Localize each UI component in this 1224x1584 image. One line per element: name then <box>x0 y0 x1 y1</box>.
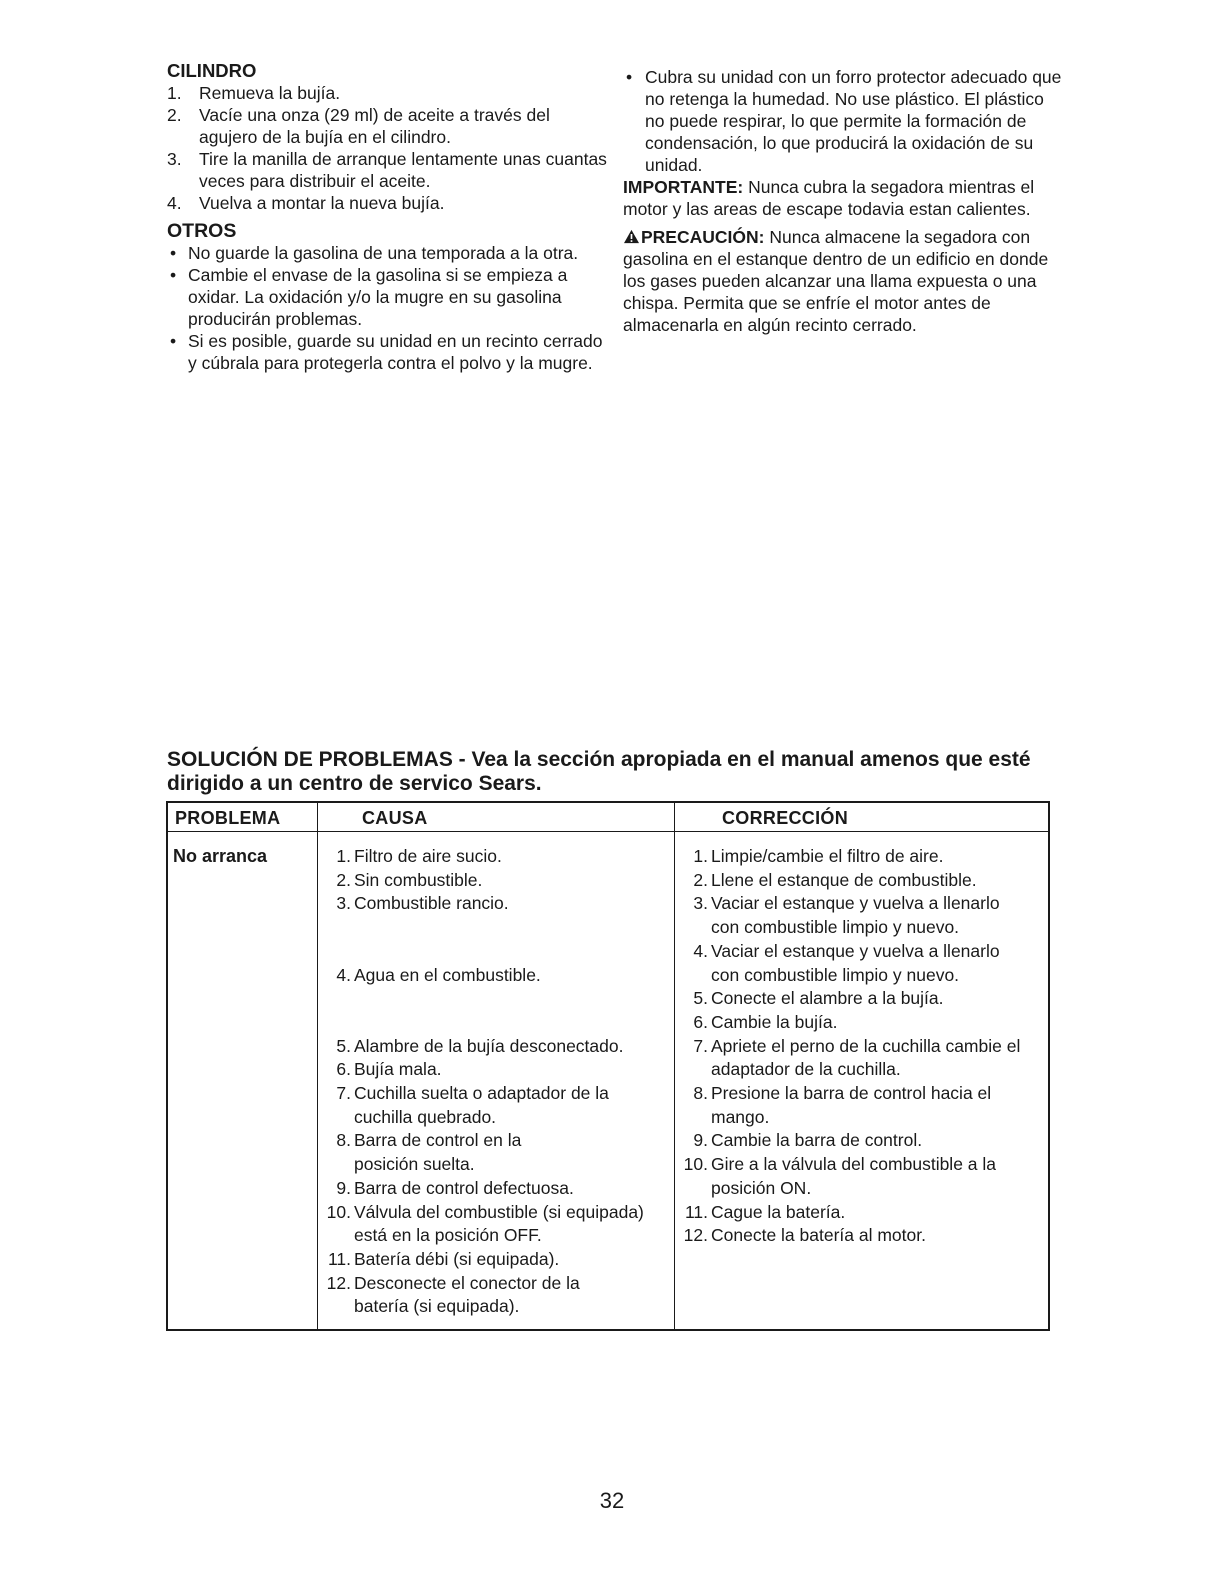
warning-triangle-icon <box>623 229 640 244</box>
step-number: 4. <box>167 193 182 213</box>
table-row <box>321 1201 679 1248</box>
row-number: 4. <box>336 964 351 985</box>
bullet-text: Si es posible, guarde su unidad en un recinto cerrado y cúbrala para protegerla contra el polvo y la mugre. <box>188 331 603 373</box>
table-row <box>678 892 1021 939</box>
problem-cell: No arranca <box>173 846 268 866</box>
table-row <box>678 1082 1001 1129</box>
row-number: 9. <box>336 1177 351 1198</box>
table-row <box>678 1129 1048 1153</box>
cause-text: Sin combustible. <box>354 869 483 890</box>
precaucion-note <box>623 226 1063 336</box>
row-number: 2. <box>336 869 351 890</box>
bullet-dot: • <box>170 243 177 263</box>
table-row <box>321 1272 624 1319</box>
correction-text: Gire a la válvula del combustible a la posición ON. <box>711 1154 997 1198</box>
table-row <box>321 869 673 893</box>
column-divider <box>674 803 675 1329</box>
list-item <box>167 192 607 214</box>
row-number: 6. <box>336 1059 351 1080</box>
row-number: 12. <box>683 1225 708 1246</box>
row-number: 1. <box>336 846 351 866</box>
cause-text: Bujía mala. <box>354 1059 442 1080</box>
bullet-dot: • <box>626 67 633 87</box>
table-row <box>321 964 673 1035</box>
table-row <box>321 1177 673 1201</box>
row-number: 7. <box>336 1083 351 1103</box>
cause-text: Filtro de aire sucio. <box>354 846 502 866</box>
troubleshooting-table <box>166 801 1050 1331</box>
table-row <box>678 845 1048 869</box>
correction-text: Llene el estanque de combustible. <box>711 869 977 890</box>
step-text: Vacíe una onza (29 ml) de aceite a través del agujero de la bujía en el cilindro. <box>199 105 550 147</box>
bullet-text: Cambie el envase de la gasolina si se empieza a oxidar. La oxidación y/o la mugre en su gasolina producirán problemas. <box>188 265 568 329</box>
step-text: Remueva la bujía. <box>199 83 341 103</box>
list-item <box>167 82 607 104</box>
importante-text: Nunca cubra la segadora mientras el motor y las areas de escape todavia estan calientes. <box>623 177 1035 219</box>
table-row <box>678 1035 1048 1082</box>
table-row <box>321 1058 673 1082</box>
row-number: 5. <box>336 1035 351 1056</box>
otros-heading: OTROS <box>167 220 237 242</box>
row-number: 7. <box>693 1035 708 1056</box>
correction-text: Apriete el perno de la cuchilla cambie el adaptador de la cuchilla. <box>711 1035 1021 1080</box>
table-row <box>321 1129 589 1176</box>
cause-text: Desconecte el conector de la batería (si equipada). <box>354 1272 580 1317</box>
row-number: 10. <box>326 1201 351 1222</box>
row-number: 6. <box>693 1011 708 1032</box>
row-number: 11. <box>327 1248 351 1269</box>
row-number: 5. <box>693 988 708 1009</box>
header-cause: CAUSA <box>362 808 428 828</box>
row-number: 8. <box>336 1130 351 1151</box>
list-item <box>167 330 607 374</box>
cause-text: Batería débi (si equipada). <box>354 1248 560 1269</box>
correction-text: Conecte la batería al motor. <box>711 1225 926 1246</box>
header-divider <box>168 831 1048 832</box>
precaucion-text: Nunca almacene la segadora con gasolina en el estanque dentro de un edificio en donde los gases pueden alcanzar una llama expuesta o una chispa. Permita que se enfríe el motor antes de almacenarla en algún recinto cerrado. <box>623 227 1049 335</box>
row-number: 9. <box>693 1130 708 1151</box>
list-item <box>167 148 607 192</box>
table-row <box>321 845 673 869</box>
row-number: 3. <box>693 893 708 914</box>
cilindro-heading: CILINDRO <box>167 60 257 81</box>
row-number: 1. <box>693 846 708 866</box>
cause-text: Agua en el combustible. <box>354 964 541 985</box>
table-row <box>678 1011 1048 1035</box>
cilindro-steps <box>167 82 607 214</box>
cause-text: Barra de control en la posición suelta. <box>354 1130 522 1175</box>
page-number: 32 <box>599 1488 625 1513</box>
correction-text: Conecte el alambre a la bujía. <box>711 988 944 1009</box>
table-row <box>678 1224 1048 1248</box>
list-item <box>167 264 607 330</box>
right-column <box>623 66 1063 336</box>
row-number: 12. <box>326 1272 351 1293</box>
bullet-text: Cubra su unidad con un forro protector adecuado que no retenga la humedad. No use plástico. El plástico no puede respirar, lo que permite la formación de condensación, lo que producirá la oxidación de su unidad. <box>645 67 1062 175</box>
otros-bullets-continued <box>623 66 1063 176</box>
table-row <box>678 869 1048 893</box>
correction-text: Cague la batería. <box>711 1201 846 1222</box>
cause-text: Barra de control defectuosa. <box>354 1177 574 1198</box>
row-number: 3. <box>336 893 351 914</box>
correction-text: Vaciar el estanque y vuelva a llenarlo con combustible limpio y nuevo. <box>711 893 1000 938</box>
list-item <box>167 242 607 264</box>
list-item <box>623 66 1063 176</box>
list-item <box>167 104 607 148</box>
importante-label: IMPORTANTE: <box>623 177 744 197</box>
correction-text: Cambie la barra de control. <box>711 1130 923 1151</box>
step-text: Tire la manilla de arranque lentamente unas cuantas veces para distribuir el aceite. <box>199 149 607 191</box>
table-row <box>678 987 1048 1011</box>
cause-text: Cuchilla suelta o adaptador de la cuchilla quebrado. <box>354 1083 609 1127</box>
table-row <box>321 892 673 963</box>
row-number: 2. <box>693 869 708 890</box>
correction-text: Limpie/cambie el filtro de aire. <box>711 846 944 866</box>
cause-text: Válvula del combustible (si equipada) está en la posición OFF. <box>354 1201 644 1246</box>
left-column <box>167 60 607 374</box>
importante-note <box>623 176 1063 220</box>
row-number: 10. <box>683 1154 708 1175</box>
correction-list <box>678 845 1048 1248</box>
header-problem: PROBLEMA <box>175 808 281 828</box>
correction-text: Cambie la bujía. <box>711 1011 838 1032</box>
cause-list <box>321 845 673 1319</box>
header-correction: CORRECCIÓN <box>722 808 849 828</box>
cause-text: Alambre de la bujía desconectado. <box>354 1035 624 1056</box>
correction-column <box>678 845 1048 1248</box>
row-number: 11. <box>684 1201 708 1222</box>
row-number: 8. <box>693 1083 708 1104</box>
step-text: Vuelva a montar la nueva bujía. <box>199 193 445 213</box>
step-number: 3. <box>167 149 182 169</box>
precaucion-label: PRECAUCIÓN: <box>641 227 765 247</box>
table-row <box>678 940 1021 987</box>
step-number: 2. <box>167 105 182 125</box>
table-row <box>321 1035 673 1059</box>
troubleshooting-title: SOLUCIÓN DE PROBLEMAS - Vea la sección apropiada en el manual amenos que esté dirigido a un centro de servico Sears. <box>167 748 1031 795</box>
table-row <box>678 1153 1041 1200</box>
step-number: 1. <box>167 83 182 103</box>
bullet-dot: • <box>170 331 177 351</box>
table-row <box>321 1248 673 1272</box>
correction-text: Presione la barra de control hacia el mango. <box>711 1083 992 1127</box>
row-number: 4. <box>693 940 708 961</box>
cause-column <box>321 845 673 1319</box>
otros-bullets <box>167 242 607 374</box>
correction-text: Vaciar el estanque y vuelva a llenarlo con combustible limpio y nuevo. <box>711 940 1000 985</box>
bullet-dot: • <box>170 265 177 285</box>
cause-text: Combustible rancio. <box>354 893 509 914</box>
bullet-text: No guarde la gasolina de una temporada a la otra. <box>188 243 579 263</box>
column-divider <box>317 803 318 1329</box>
table-row <box>321 1082 634 1129</box>
table-row <box>678 1201 1048 1225</box>
